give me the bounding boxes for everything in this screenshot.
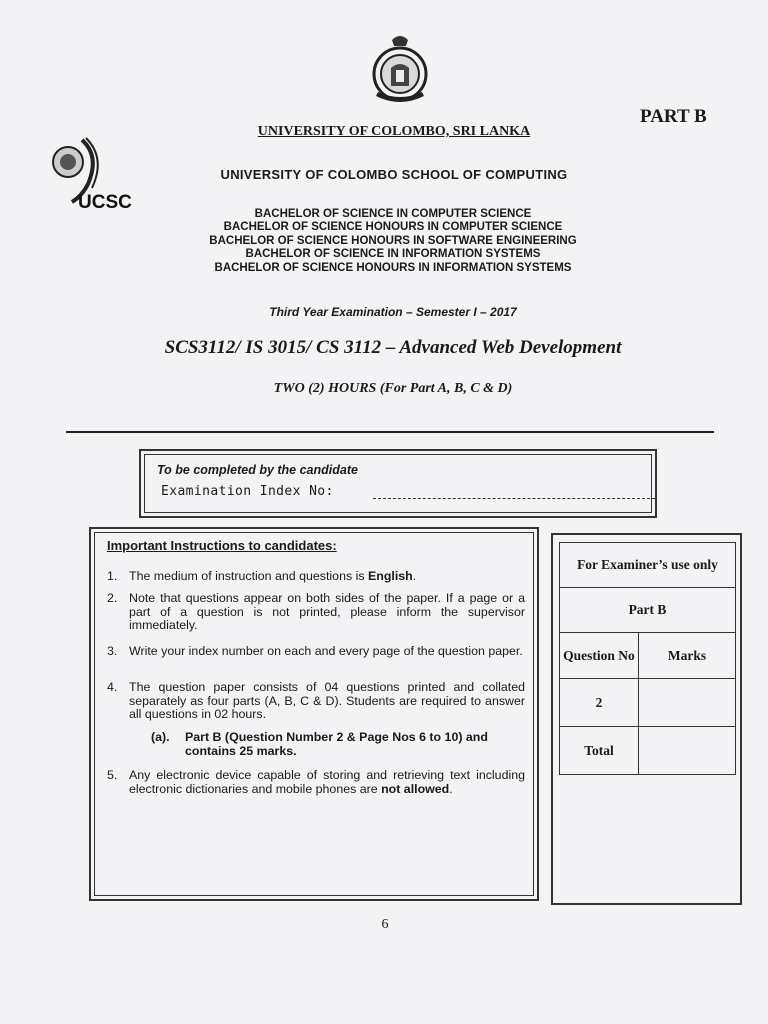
degree-item: BACHELOR OF SCIENCE HONOURS IN SOFTWARE ENGINEERING <box>209 234 577 247</box>
university-name: UNIVERSITY OF COLOMBO, SRI LANKA <box>257 124 531 139</box>
instruction-text: Any electronic device capable of storing and retrieving text including electronic dictionaries and mobile phones are <box>129 768 525 796</box>
instruction-emphasis: English <box>368 569 413 583</box>
examiner-table <box>559 542 736 775</box>
school-name: UNIVERSITY OF COLOMBO SCHOOL OF COMPUTING <box>220 167 568 182</box>
logo-text: UCSC <box>78 192 132 213</box>
question-number-cell: 2 <box>560 679 639 727</box>
instruction-text: The question paper consists of 04 questions printed and collated separately as four parts (A, B, C & D). Students are required to answer all questions in 02 hours. <box>129 680 525 721</box>
instruction-text: Note that questions appear on both sides of the paper. If a page or a part of a question is not printed, please inform the supervisor immediately. <box>129 591 525 632</box>
instruction-text: Write your index number on each and every page of the question paper. <box>129 644 523 658</box>
table-row <box>560 727 736 775</box>
degree-item: BACHELOR OF SCIENCE HONOURS IN COMPUTER SCIENCE <box>223 221 563 234</box>
examiner-part-label: Part B <box>560 588 736 633</box>
index-number-field[interactable] <box>373 498 655 499</box>
total-label: Total <box>560 727 639 775</box>
instruction-text: Part B (Question Number 2 & Page Nos 6 to 10) and contains 25 marks. <box>185 730 488 758</box>
degree-list <box>0 208 768 275</box>
candidate-box-title: To be completed by the candidate <box>157 463 358 477</box>
page-number: 6 <box>381 917 389 932</box>
column-header-marks: Marks <box>639 633 736 679</box>
marks-cell[interactable] <box>639 679 736 727</box>
instruction-emphasis: not allowed <box>381 781 450 796</box>
instruction-number: 4. <box>107 680 118 694</box>
examiner-table-title: For Examiner’s use only <box>560 543 736 588</box>
degree-item: BACHELOR OF SCIENCE IN COMPUTER SCIENCE <box>254 208 532 220</box>
instructions-title: Important Instructions to candidates: <box>107 538 337 553</box>
university-crest-icon <box>366 34 434 106</box>
course-title: SCS3112/ IS 3015/ CS 3112 – Advanced Web Development <box>164 337 622 358</box>
degree-item: BACHELOR OF SCIENCE HONOURS IN INFORMATION SYSTEMS <box>214 261 572 274</box>
instruction-number: 3. <box>107 644 118 658</box>
degree-item: BACHELOR OF SCIENCE IN INFORMATION SYSTEMS <box>245 248 541 261</box>
candidate-box <box>139 449 657 518</box>
instruction-text: The medium of instruction and questions is <box>129 569 368 583</box>
part-label: PART B <box>640 106 707 127</box>
instruction-number: (a). <box>151 730 170 744</box>
instruction-text-end: . <box>449 781 453 796</box>
instruction-number: 5. <box>107 768 118 782</box>
table-row <box>560 679 736 727</box>
examiner-box <box>551 533 742 905</box>
total-marks-cell[interactable] <box>639 727 736 775</box>
exam-title: Third Year Examination – Semester I – 2017 <box>269 305 517 319</box>
column-header-question: Question No <box>560 633 639 679</box>
divider <box>66 431 714 433</box>
index-number-label: Examination Index No: <box>161 484 334 499</box>
exam-duration: TWO (2) HOURS (For Part A, B, C & D) <box>273 381 513 396</box>
instruction-text-end: . <box>412 569 417 583</box>
instructions-box <box>89 527 539 901</box>
instruction-number: 1. <box>107 569 118 583</box>
instruction-number: 2. <box>107 591 118 605</box>
